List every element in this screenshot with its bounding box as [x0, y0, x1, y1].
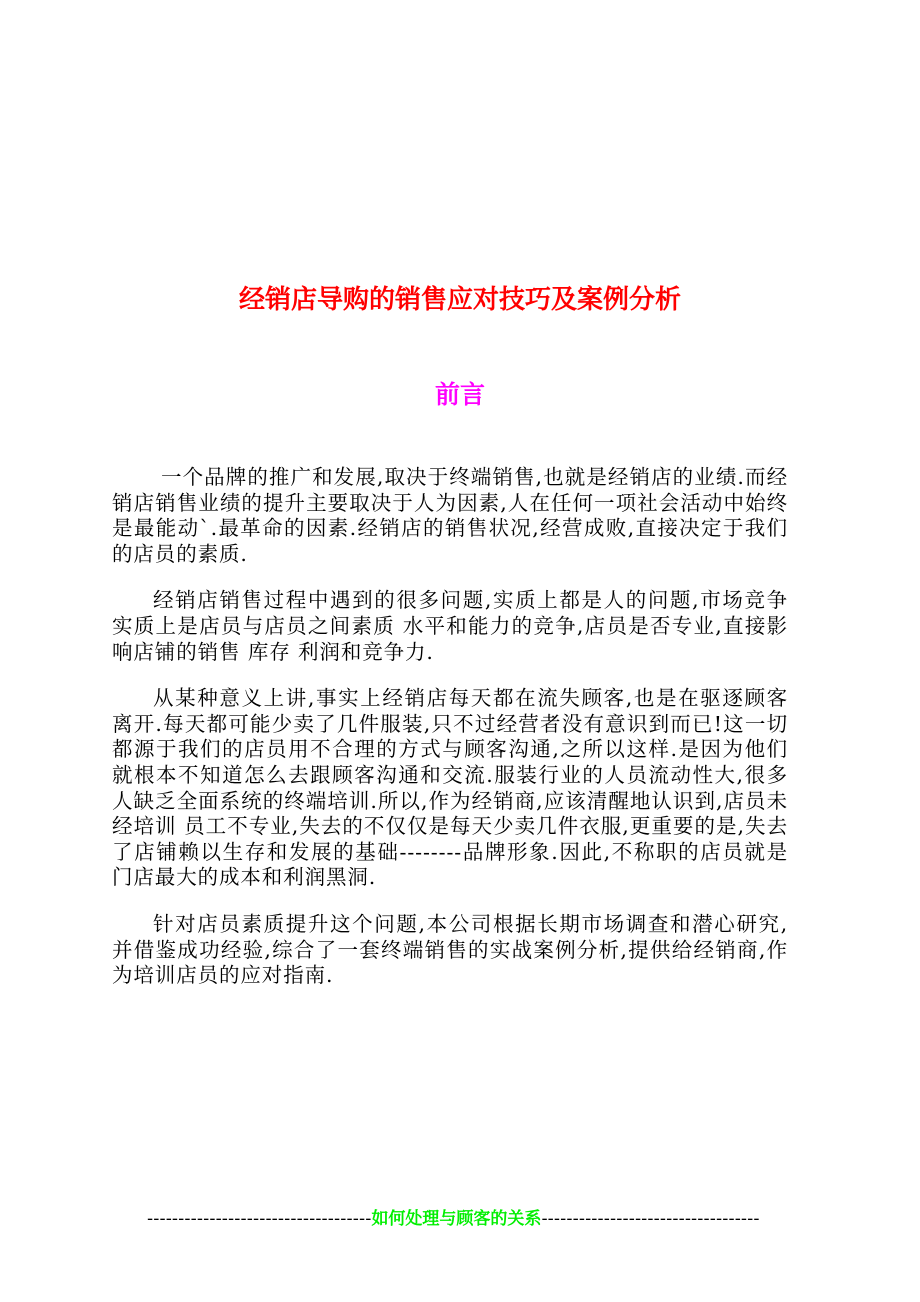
document-title: 经销店导购的销售应对技巧及案例分析: [238, 285, 681, 315]
next-section-divider: [147, 1207, 787, 1231]
divider-dashes-left: ------------------------------------: [147, 1209, 372, 1229]
preface-paragraph-3: 从某种意义上讲,事实上经销店每天都在流失顾客,也是在驱逐顾客离开.每天都可能少卖了几件服装,只不过经营者没有意识到而已!这一切都源于我们的店员用不合理的方式与顾客沟通,之所以这样.是因为他们就根本不知道怎么去跟顾客沟通和交流.服装行业的人员流动性大,很多人缺乏全面系统的终端培训.所以,作为经销商,应该清醒地认识到,店员未经培训 员工不专业,失去的不仅仅是每天少卖几件衣服,更重要的是,失去了店铺赖以生存和发展的基础--------品牌形象.因此,不称职的店员就是门店最大的成本和利润黑洞.: [112, 686, 788, 890]
next-section-title: 如何处理与顾客的关系: [371, 1209, 542, 1229]
preface-body: [112, 465, 788, 1010]
preface-paragraph-4: 针对店员素质提升这个问题,本公司根据长期市场调查和潜心研究,并借鉴成功经验,综合了一套终端销售的实战案例分析,提供给经销商,作为培训店员的应对指南.: [112, 911, 788, 988]
section-heading-preface: 前言: [434, 380, 485, 409]
divider-dashes-right: -----------------------------------: [541, 1209, 760, 1229]
preface-paragraph-2: 经销店销售过程中遇到的很多问题,实质上都是人的问题,市场竞争实质上是店员与店员之间素质 水平和能力的竞争,店员是否专业,直接影响店铺的销售 库存 利润和竞争力.: [112, 588, 788, 664]
preface-paragraph-1: 一个品牌的推广和发展,取决于终端销售,也就是经销店的业绩.而经销店销售业绩的提升主要取决于人为因素,人在任何一项社会活动中始终是最能动`.最革命的因素.经销店的销售状况,经营成败,直接决定于我们的店员的素质.: [112, 465, 788, 566]
